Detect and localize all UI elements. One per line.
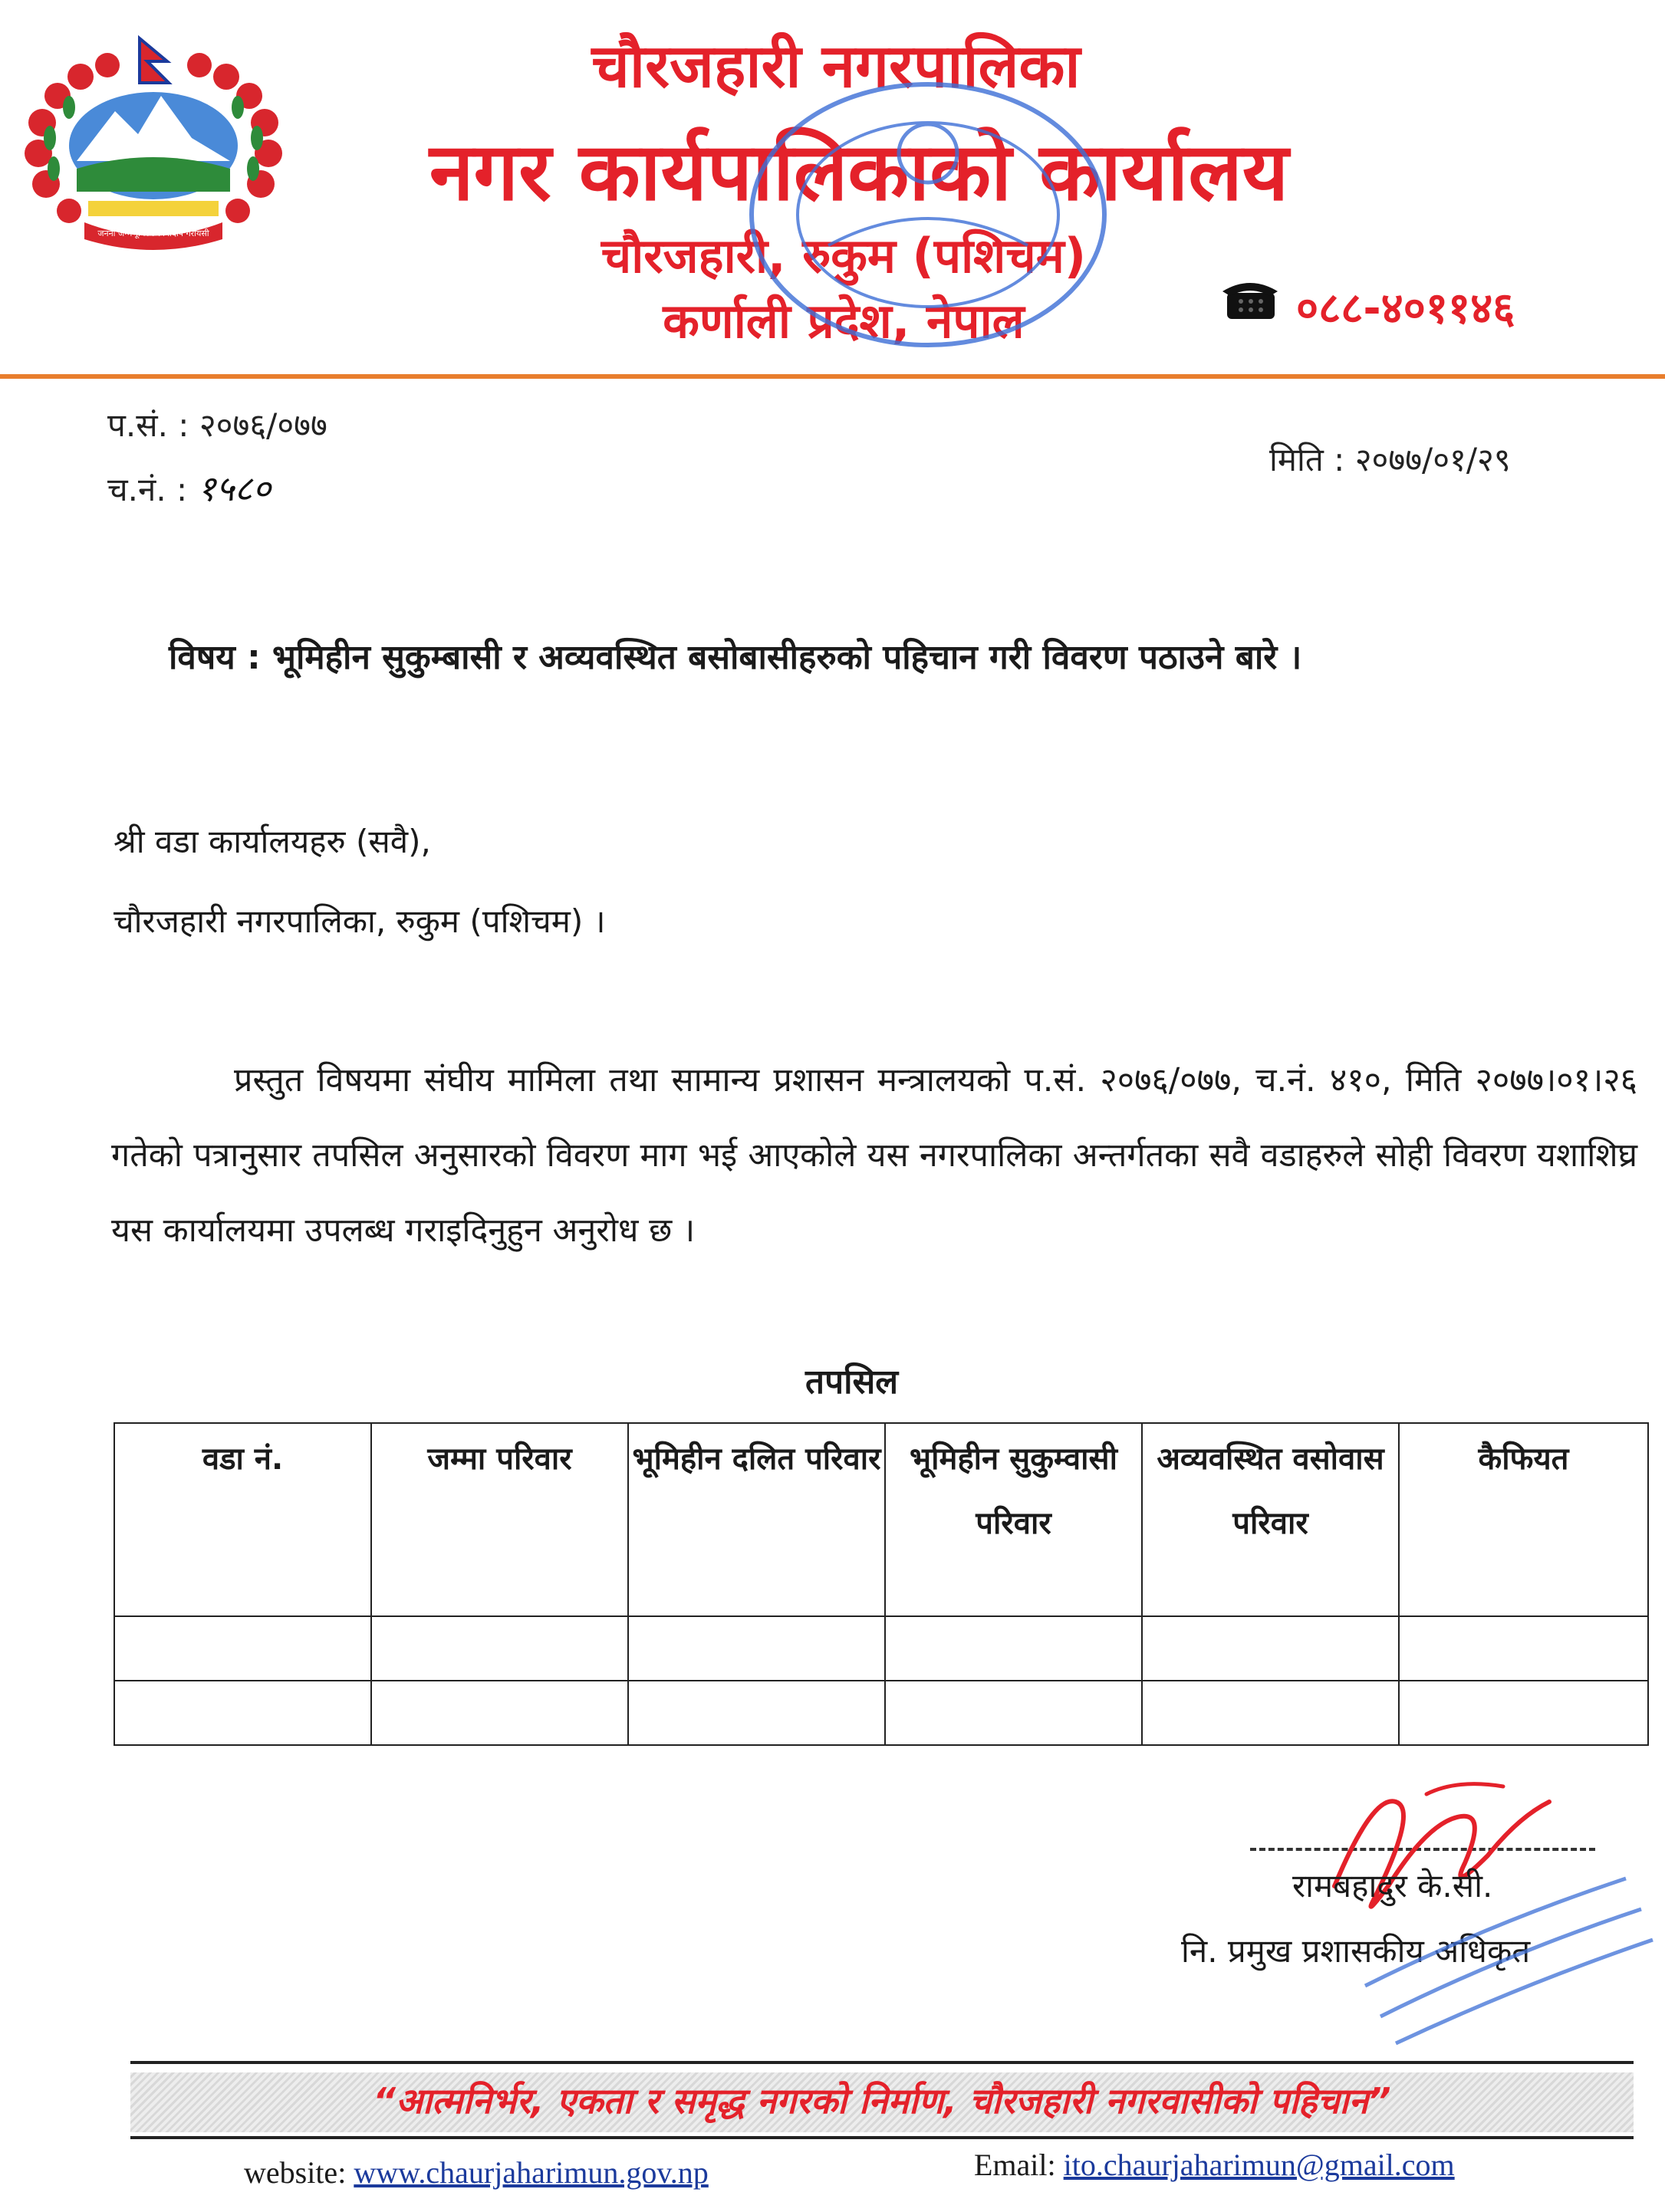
annex-title: तपसिल <box>805 1362 899 1402</box>
province-line: कर्णाली प्रदेश, नेपाल <box>663 293 1025 349</box>
nepal-emblem-icon <box>15 31 291 261</box>
footer-website <box>244 2154 709 2191</box>
annex-table <box>114 1422 1649 1746</box>
district-line: चौरजहारी, रुकुम (पशिचम) <box>601 228 1087 284</box>
email-link[interactable]: ito.chaurjaharimun@gmail.com <box>1063 2148 1455 2182</box>
col-unmanaged-settler: अव्यवस्थित वसोवास परिवार <box>1142 1423 1399 1616</box>
table-row <box>114 1616 1648 1681</box>
col-landless-dalit: भूमिहीन दलित परिवार <box>628 1423 885 1616</box>
ref-value: २०७६/०७७ <box>199 406 327 444</box>
dispatch-value-handwritten: १५८० <box>197 468 271 509</box>
table-header-row <box>114 1423 1648 1616</box>
table-row <box>114 1681 1648 1745</box>
table-cell <box>114 1616 371 1681</box>
table-cell <box>371 1681 628 1745</box>
letterhead-divider <box>0 374 1665 379</box>
table-cell <box>1399 1616 1648 1681</box>
table-cell <box>628 1681 885 1745</box>
reference-number <box>107 403 327 446</box>
office-name: नगर कार्यपालिकाको कार्यालय <box>429 125 1289 219</box>
table-cell <box>1142 1616 1399 1681</box>
date-label: मिति : <box>1269 441 1345 478</box>
col-total-families: जम्मा परिवार <box>371 1423 628 1616</box>
table-cell <box>885 1616 1142 1681</box>
addressee-line-1: श्री वडा कार्यालयहरु (सवै), <box>114 823 431 860</box>
footer-divider-top <box>130 2061 1634 2064</box>
officer-seal-stamp <box>1350 1863 1657 2055</box>
office-seal-stamp <box>736 69 1120 360</box>
table-cell <box>371 1616 628 1681</box>
dispatch-label: च.नं. : <box>107 471 188 508</box>
table-cell <box>1399 1681 1648 1745</box>
col-remarks: कैफियत <box>1399 1423 1648 1616</box>
website-label: website: <box>244 2155 347 2190</box>
ref-label: प.सं. : <box>107 406 189 444</box>
col-landless-squatter: भूमिहीन सुकुम्वासी परिवार <box>885 1423 1142 1616</box>
table-cell <box>885 1681 1142 1745</box>
signatory-title: नि. प्रमुख प्रशासकीय अधिकृत <box>1181 1932 1531 1970</box>
date-value: २०७७/०१/२९ <box>1354 441 1511 478</box>
dispatch-number <box>107 464 271 511</box>
email-label: Email: <box>974 2148 1056 2182</box>
municipality-motto: “आत्मनिर्भर, एकता र समृद्ध नगरको निर्माण, चौरजहारी नगरवासीको पहिचान” <box>373 2080 1391 2122</box>
website-link[interactable]: www.chaurjaharimun.gov.np <box>354 2155 709 2190</box>
letter-date <box>1269 437 1511 481</box>
phone-number: ०८८-४०११४६ <box>1296 284 1515 334</box>
municipality-name: चौरजहारी नगरपालिका <box>591 32 1081 101</box>
col-ward-no: वडा नं. <box>114 1423 371 1616</box>
addressee-line-2: चौरजहारी नगरपालिका, रुकुम (पशिचम) । <box>114 902 606 940</box>
letter-body: प्रस्तुत विषयमा संघीय मामिला तथा सामान्य प्रशासन मन्त्रालयको प.सं. २०७६/०७७, च.नं. ४१०, मिति २०७७।०१।२६ गतेको पत्रानुसार तपसिल अनुसारको विवरण माग भई आएकोले यस नगरपालिका अन्तर्गतका सवै वडाहरुले सोही विवरण यशाशिघ्र यस कार्यालयमा उपलब्ध गराइदिनुहुन अनुरोध छ । <box>111 1061 1637 1250</box>
footer-divider-bottom <box>130 2136 1634 2139</box>
table-cell <box>114 1681 371 1745</box>
telephone-icon <box>1219 276 1281 322</box>
signatory-name: रामबहादुर के.सी. <box>1292 1867 1493 1905</box>
emblem-motto: जननी जन्मभूमिश्च स्वर्गादपि गरीयसी <box>97 228 209 238</box>
table-cell <box>628 1616 885 1681</box>
letter-subject: विषय : भूमिहीन सुकुम्बासी र अव्यवस्थित बसोबासीहरुको पहिचान गरी विवरण पठाउने बारे । <box>169 638 1302 677</box>
table-cell <box>1142 1681 1399 1745</box>
footer-email <box>974 2147 1455 2183</box>
